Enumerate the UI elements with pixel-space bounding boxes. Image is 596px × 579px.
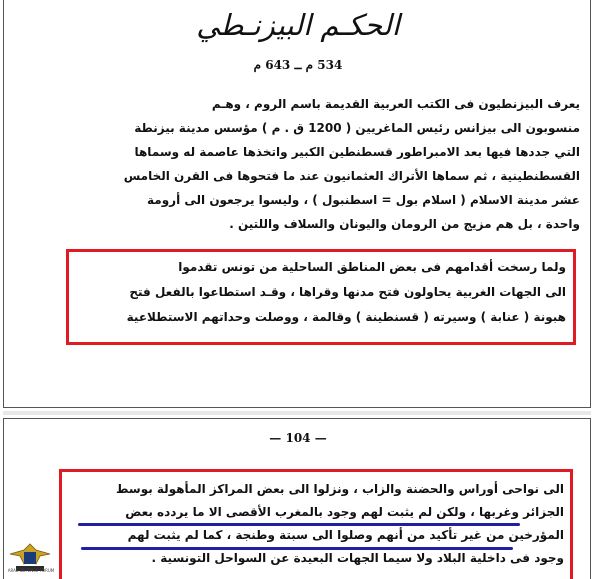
paragraph-line: واحدة ، بل هم مزيج من الرومان واليونان والسلاف واللتين . — [229, 217, 580, 231]
paragraph-line: التي جددها فيها بعد الامبراطور قسطنطين الكبير واتخذها عاصمة له وسماها — [134, 145, 580, 159]
paragraph-line: الجزائر وغربها ، ولكن لم يثبت لهم وجود بالمغرب الأقصى الا ما يردده بعض — [125, 505, 564, 519]
paragraph-line: القسطنطينية ، ثم سماها الأتراك العثمانيون عند ما فتحوها فى القرن الخامس — [123, 169, 580, 183]
paragraph-2-highlighted — [76, 255, 566, 330]
chapter-dates: 534 م ــ 643 م — [253, 58, 343, 72]
chapter-title: الحكـم البيزنـطي — [196, 8, 400, 42]
paragraph-line: الى نواحى أوراس والحضنة والزاب ، ونزلوا الى بعض المراكز المأهولة بوسط — [116, 482, 564, 496]
paragraph-line: المؤرخين من غير تأكيد من أنهم وصلوا الى سبتة وطنجة ، كما لم يثبت لهم — [127, 528, 564, 542]
paragraph-1 — [20, 92, 580, 236]
paragraph-line: ولما رسخت أقدامهم فى بعض المناطق الساحلية من تونس تقدموا — [178, 260, 566, 274]
paragraph-line: منسوبون الى بيزانس رئيس الماغريين ( 1200 ق . م ) مؤسس مدينة بيزنطة — [134, 121, 580, 135]
page-number: — 104 — — [269, 431, 327, 445]
paragraph-line: وجود فى داخلية البلاد ولا سيما الجهات البعيدة عن السواحل التونسية . — [151, 551, 564, 565]
watermark-text: ARAB DEFENSE FORUM — [7, 568, 55, 573]
paragraph-3-highlighted — [70, 478, 564, 570]
forum-watermark-logo — [6, 540, 54, 579]
paragraph-line: عشر مدينة الاسلام ( اسلام بول = اسطنبول ) ، وليسوا يرجعون الى أرومة — [147, 193, 580, 207]
paragraph-line: الى الجهات الغربية يحاولون فتح مدنها وقراها ، وقـد استطاعوا بالفعل فتح — [129, 285, 566, 299]
page-separator — [0, 408, 596, 418]
paragraph-line: هبونة ( عنابة ) وسيرته ( قسنطينة ) وقالمة ، ووصلت وحداتهم الاستطلاعية — [126, 310, 566, 324]
paragraph-line: يعرف البيزنطيون فى الكتب العربية القديمة باسم الروم ، وهـم — [211, 97, 580, 111]
